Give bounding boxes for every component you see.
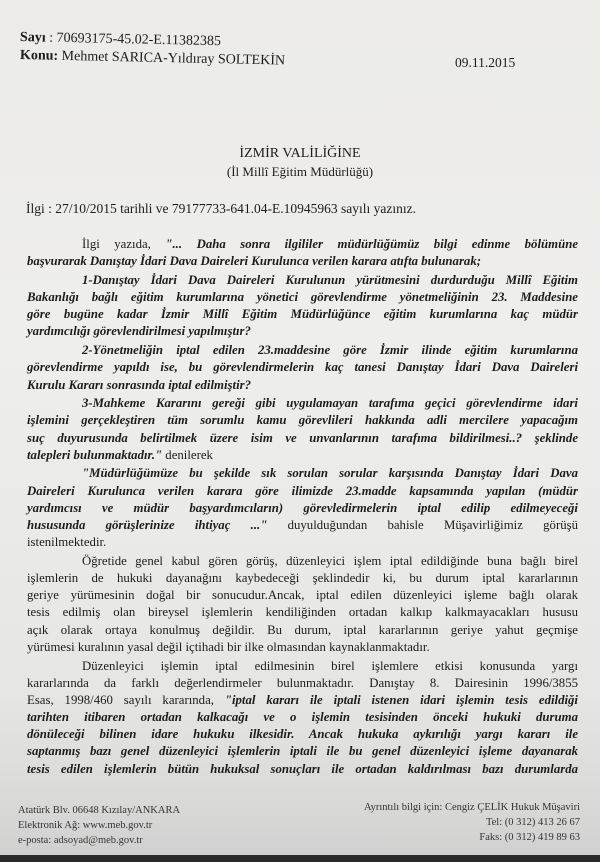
text-line: [27, 465, 578, 482]
quoted-text: saptanmış bazı genel düzenleyici işlemlerin iptali ile bu genel düzenleyici işleme dayanarak: [27, 744, 578, 759]
text-line: [27, 412, 578, 429]
paragraph: [27, 553, 578, 656]
quoted-text: görevlendirme yapıldı ise, bu görevlendirmelerin kaç tanesi Danıştay İdari Dava Daireleri: [27, 360, 578, 375]
quoted-text: dönüleceği bilinen idare hukuku ilkesidir. Ancak hukuka aykırılığı yargı kararı ile: [27, 727, 578, 742]
paragraph: [27, 272, 578, 341]
page-edge-shadow: [0, 855, 600, 862]
body-text: Düzenleyici işlemin iptal edilmesinin birel işlemlere etkisi konusunda yargı: [82, 658, 578, 673]
text-line: [27, 587, 578, 604]
document-subject: [20, 48, 285, 70]
text-line: [27, 639, 578, 656]
text-line: [27, 517, 578, 534]
quoted-text: "Müdürlüğümüze bu şekilde sık sorulan sorular karşısında Danıştay İdari Dava: [82, 466, 578, 481]
body-text: istenilmektedir.: [27, 535, 107, 550]
addressee-subtitle: (İl Millî Eğitim Müdürlüğü): [226, 164, 374, 179]
body-text: yürümesi kuralının yasal değil içtihadi bir ilke olmasından kaynaklanmaktadır.: [27, 639, 430, 654]
quoted-text: Daireleri Kurulunca verilen karara göre ilimizde 23.madde kapsamında yapılan (müdür: [27, 483, 578, 498]
text-line: [27, 272, 578, 289]
text-line: [27, 570, 578, 587]
body-text: İlgi yazıda,: [82, 237, 166, 251]
text-line: [27, 761, 578, 778]
text-line: [27, 553, 578, 570]
quoted-text: 1-Danıştay İdari Dava Daireleri Kurulunun yürütmesini durdurduğu Millî Eğitim: [82, 272, 578, 287]
body-text: işlemlerin de hukuki dayanağını kaybedeceği şeklindedir ki, bu durum iptal kararlarının: [27, 571, 578, 586]
quoted-text: "... Daha sonra ilgililer müdürlüğümüz bilgi edinme bölümüne: [165, 237, 578, 251]
body-text: Öğretide genel kabul gören görüş, düzenleyici işlem iptal edildiğinde buna bağlı birel: [82, 553, 578, 568]
paragraph: [27, 658, 578, 778]
text-line: [27, 289, 578, 306]
konu-label: Konu:: [19, 48, 59, 64]
text-line: [27, 622, 578, 639]
footer-address-block: [18, 803, 180, 848]
body-text: kararlarında da farklı değerlendirmeler bulunmaktadır. Danıştay 8. Dairesinin 1996/3855: [27, 675, 578, 690]
paragraph: [27, 395, 578, 464]
document-number: [20, 30, 221, 50]
body-text: geriye yürümesinin doğal bir sonucudur.Ancak, iptal edilen düzenleyici işleme bağlı olarak: [27, 588, 578, 603]
addressee-title: İZMİR VALİLİĞİNE: [239, 146, 361, 161]
quoted-text: talepleri bulunmaktadır.": [27, 447, 163, 462]
letter-body: [27, 236, 578, 779]
text-line: [27, 743, 578, 760]
quoted-text: tarihten itibaren ortadan kalkacağı ve o işlemin tesisinden önceki hukuki duruma: [27, 710, 578, 725]
body-text: açık olarak ortaya konulmuş değildir. Bu durum, iptal kararlarının geriye yahut geçmişe: [27, 622, 578, 637]
body-text: tesis edilmiş olan bireysel işlemlerin kendiliğinden ortadan kalkıp kalkmayacakları hususu: [27, 605, 578, 620]
footer-contact-block: [364, 800, 580, 845]
quoted-text: işlemini gerçekleştiren tüm sorumlu kamu görevlileri hakkında adli mercilere yapacağım: [27, 413, 578, 428]
footer-web: Elektronik Ağ: www.meb.gov.tr: [18, 820, 153, 831]
quoted-text: hususunda görüşlerinize ihtiyaç ...": [27, 518, 268, 532]
quoted-text: 2-Yönetmeliğin iptal edilen 23.maddesine göre İzmir ilinde eğitim kurumlarına: [82, 343, 578, 358]
sayi-label: Sayı: [19, 30, 46, 46]
document-date: 09.11.2015: [455, 55, 516, 70]
quoted-text: suç duyurusunda belirtilmek üzere isim ve unvanlarının tarafıma bildirilmesi..? şeklinde: [27, 430, 578, 445]
body-text: denilerek: [162, 447, 213, 462]
text-line: [27, 253, 578, 270]
reference-line: İlgi : 27/10/2015 tarihli ve 79177733-641.04-E.10945963 sayılı yazınız.: [26, 201, 416, 216]
text-line: [27, 483, 578, 500]
text-line: [27, 430, 578, 447]
quoted-text: yardımcılığı görevlendirilmesi yapılmıştır?: [27, 324, 251, 339]
quoted-text: başvurarak Danıştay İdari Dava Daireleri Kurulunca verilen karara atıfta bulunarak;: [27, 254, 481, 269]
text-line: [27, 658, 578, 675]
quoted-text: 3-Mahkeme Kararını gereği gibi uygulamayan tarafıma geçici görevlendirme idari: [82, 396, 578, 411]
text-line: [27, 447, 578, 464]
footer-contact: Ayrıntılı bilgi için: Cengiz ÇELİK Hukuk Müşaviri: [363, 802, 580, 813]
text-line: [27, 692, 578, 709]
text-line: [27, 359, 578, 376]
text-line: [27, 500, 578, 517]
text-line: [27, 534, 578, 551]
footer-fax: Faks: (0 312) 419 89 63: [479, 832, 580, 843]
sayi-value: : 70693175-45.02-E.11382385: [49, 30, 222, 50]
text-line: [27, 342, 578, 359]
paragraph: [27, 342, 578, 394]
text-line: [27, 306, 578, 323]
text-line: [27, 709, 578, 726]
text-line: [27, 236, 578, 253]
quoted-text: Bakanlığı bağlı eğitim kurumlarına yönetici görevlendirme yönetmeliğinin 23. Maddesine: [27, 290, 578, 305]
quoted-text: Kurulu Kararı sonrasında iptal edilmiştir?: [27, 377, 252, 392]
quoted-text: yardımcısı ve müdür başyardımcıların) görevledirmelerin iptal edilip edilmeyeceği: [27, 500, 578, 515]
quoted-text: tesis edilen işlemlerin bütün hukuksal sonuçları ile ortadan kaldırılması bazı durumlarda: [27, 761, 578, 776]
konu-value: Mehmet SARICA-Yıldıray SOLTEKİN: [61, 48, 286, 69]
paragraph: [27, 465, 578, 551]
text-line: [27, 726, 578, 743]
footer-address: Atatürk Blv. 06648 Kızılay/ANKARA: [18, 805, 181, 816]
paragraph: [27, 236, 578, 270]
body-text: duyulduğundan bahisle Müşavirliğimiz görüşü: [267, 518, 578, 532]
text-line: [27, 395, 578, 412]
quoted-text: "iptal kararı ile iptali istenen idari işlemin tesis edildiği: [224, 692, 578, 707]
footer-email: e-posta: adsoyad@meb.gov.tr: [18, 835, 143, 846]
text-line: [27, 675, 578, 692]
quoted-text: göre bugüne kadar İzmir Millî Eğitim Müdürlüğünce eğitim kurumlarına kaç müdür: [27, 307, 578, 322]
text-line: [27, 323, 578, 340]
text-line: [27, 377, 578, 394]
body-text: Esas, 1998/460 sayılı kararında,: [27, 692, 225, 707]
text-line: [27, 604, 578, 621]
footer-tel: Tel: (0 312) 413 26 67: [485, 817, 580, 828]
